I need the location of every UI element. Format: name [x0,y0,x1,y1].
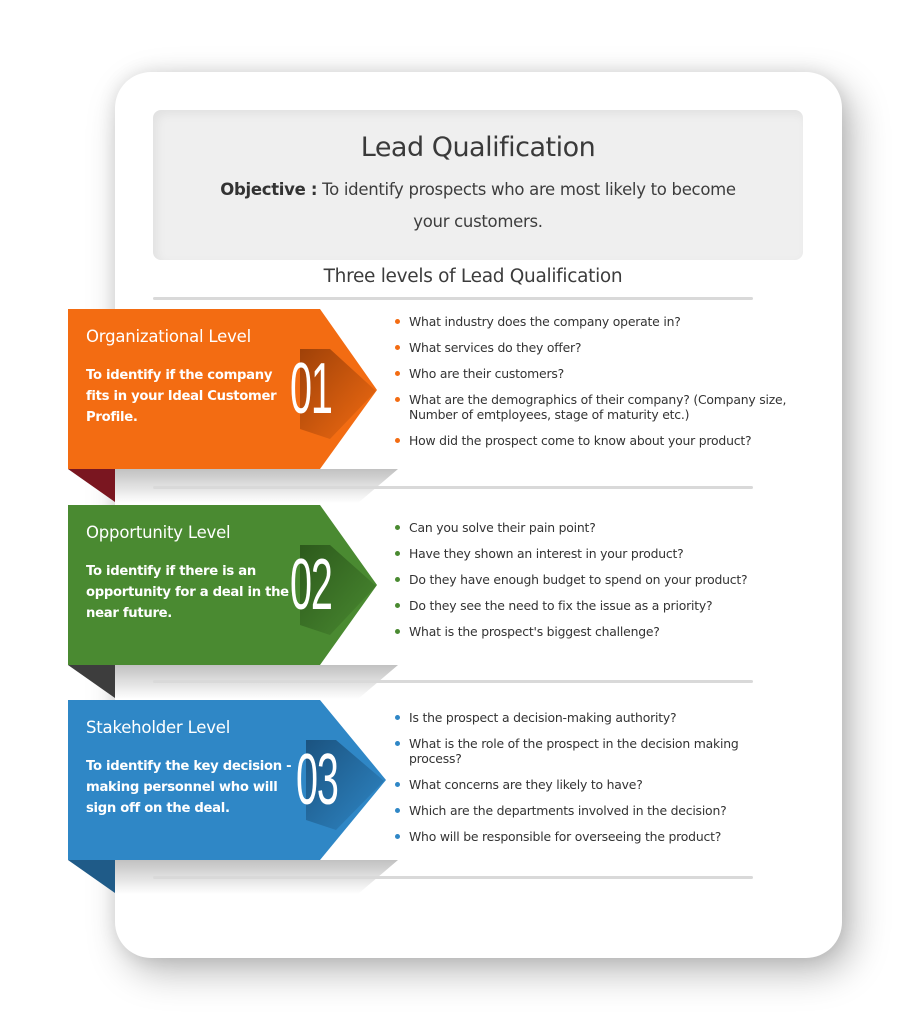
list-item: What industry does the company operate in? [395,314,810,329]
list-item: Do they see the need to fix the issue as a priority? [395,598,810,613]
level-banner-organizational [68,309,378,469]
bullet-dot-icon [395,345,400,350]
bullet-dot-icon [395,577,400,582]
level-title: Stakeholder Level [86,718,231,737]
bullet-dot-icon [395,782,400,787]
level-description: To identify if the company fits in your Ideal Customer Profile. [86,368,277,425]
divider [153,297,753,300]
level-banner-stakeholder [68,700,378,860]
level-title: Opportunity Level [86,523,231,542]
objective-label: Objective : [220,180,318,199]
list-item: Is the prospect a decision-making authority? [395,710,810,725]
list-item: Have they shown an interest in your product? [395,546,810,561]
list-item: Who are their customers? [395,366,810,381]
level-number: 02 [290,545,332,625]
objective-text [213,174,743,238]
divider [153,486,753,489]
bullet-dot-icon [395,371,400,376]
list-item: What services do they offer? [395,340,810,355]
list-item: Can you solve their pain point? [395,520,810,535]
bullet-dot-icon [395,438,400,443]
bullet-dot-icon [395,319,400,324]
divider [153,680,753,683]
bullet-dot-icon [395,834,400,839]
divider [153,876,753,879]
list-item: What concerns are they likely to have? [395,777,810,792]
bullet-dot-icon [395,551,400,556]
bullet-dot-icon [395,741,400,746]
list-item: What are the demographics of their company? (Company size, Number of emtployees, stage of maturity etc.) [395,392,810,422]
level-number: 01 [290,349,332,429]
bullet-dot-icon [395,525,400,530]
page-title: Lead Qualification [360,132,596,163]
level-description: To identify the key decision -making personnel who will sign off on the deal. [86,759,292,816]
list-item: What is the role of the prospect in the decision making process? [395,736,749,766]
level-number: 03 [296,740,338,820]
bullet-dot-icon [395,629,400,634]
level-questions-stakeholder [395,710,810,855]
header-box [153,110,803,260]
level-banner-opportunity [68,505,378,665]
list-item: Do they have enough budget to spend on your product? [395,572,810,587]
list-item: What is the prospect's biggest challenge? [395,624,810,639]
list-item: Who will be responsible for overseeing the product? [395,829,810,844]
level-description: To identify if there is an opportunity for a deal in the near future. [86,564,289,621]
level-questions-organizational [395,314,810,459]
level-title: Organizational Level [86,327,251,346]
objective-body: To identify prospects who are most likely to become your customers. [317,180,736,231]
bullet-dot-icon [395,397,400,402]
bullet-dot-icon [395,603,400,608]
level-questions-opportunity [395,520,810,650]
bullet-dot-icon [395,715,400,720]
bullet-dot-icon [395,808,400,813]
section-subtitle: Three levels of Lead Qualification [323,266,623,287]
list-item: Which are the departments involved in the decision? [395,803,810,818]
list-item: How did the prospect come to know about your product? [395,433,810,448]
